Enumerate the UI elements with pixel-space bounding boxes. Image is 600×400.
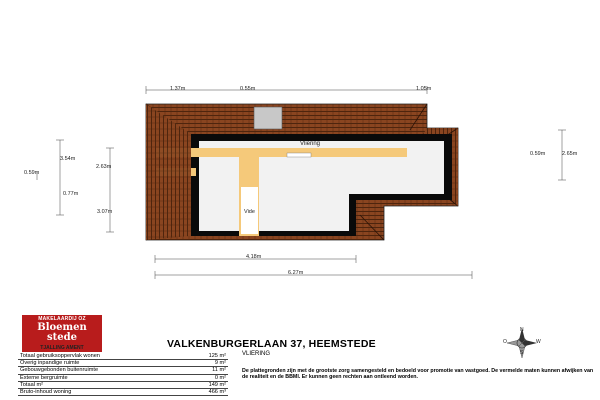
disclaimer: De plattegronden zijn met de grootste zorg samengesteld en bedoeld voor promotie van vastgoed. De vermelde maten kunnen afwijken van de realiteit en de BBMI. Er kunnen geen rechten aan ontleend worden. bbox=[242, 368, 594, 381]
dim-left-total: 3.54m bbox=[60, 156, 76, 162]
floor-name: VLIERING bbox=[242, 351, 271, 357]
dim-right-inner: 0.59m bbox=[530, 151, 546, 157]
dim-left-upper: 2.63m bbox=[96, 164, 112, 170]
table-row: Totaal m² 149 m² bbox=[20, 381, 226, 388]
compass-n: N bbox=[520, 327, 524, 333]
skylight bbox=[254, 107, 282, 129]
compass-s: S bbox=[520, 350, 524, 356]
logo-line1: MAKELAARDIJ OZ bbox=[38, 316, 86, 322]
table-row: Gebouwgebonden buitenruimte 11 m² bbox=[20, 367, 226, 374]
compass-w: W bbox=[536, 339, 541, 345]
room-label-vide: Vide bbox=[244, 209, 255, 215]
logo-line2a: Bloemen bbox=[37, 322, 87, 333]
room-label-vliering: Vliering bbox=[300, 141, 321, 147]
logo-sub: TJALLING AMENT bbox=[40, 345, 84, 351]
dim-left-gap: 0.77m bbox=[63, 191, 79, 197]
logo-line2b: stede bbox=[47, 332, 77, 343]
table-row: Totaal gebruiksoppervlak wonen 125 m² bbox=[20, 353, 226, 359]
dim-top-left: 1.37m bbox=[170, 86, 186, 92]
table-row: Bruto-inhoud woning 466 m³ bbox=[20, 389, 226, 396]
property-address: VALKENBURGERLAAN 37, HEEMSTEDE bbox=[167, 338, 376, 350]
dim-right-outer: 2.65m bbox=[562, 151, 578, 157]
area-table bbox=[18, 353, 228, 396]
dim-top-right: 1.05m bbox=[416, 86, 432, 92]
dim-bottom-total: 6.27m bbox=[288, 270, 304, 276]
compass-o: O bbox=[503, 339, 507, 345]
attic-room bbox=[156, 134, 452, 236]
dim-bottom-inner: 4.18m bbox=[246, 254, 262, 260]
dim-top-mid: 0.55m bbox=[240, 86, 256, 92]
dim-left-outer: 0.59m bbox=[24, 170, 40, 176]
table-row: Externe bergruimte 0 m² bbox=[20, 374, 226, 381]
table-row: Overig inpandige ruimte 9 m² bbox=[20, 360, 226, 367]
dim-left-lower: 3.07m bbox=[97, 209, 113, 215]
